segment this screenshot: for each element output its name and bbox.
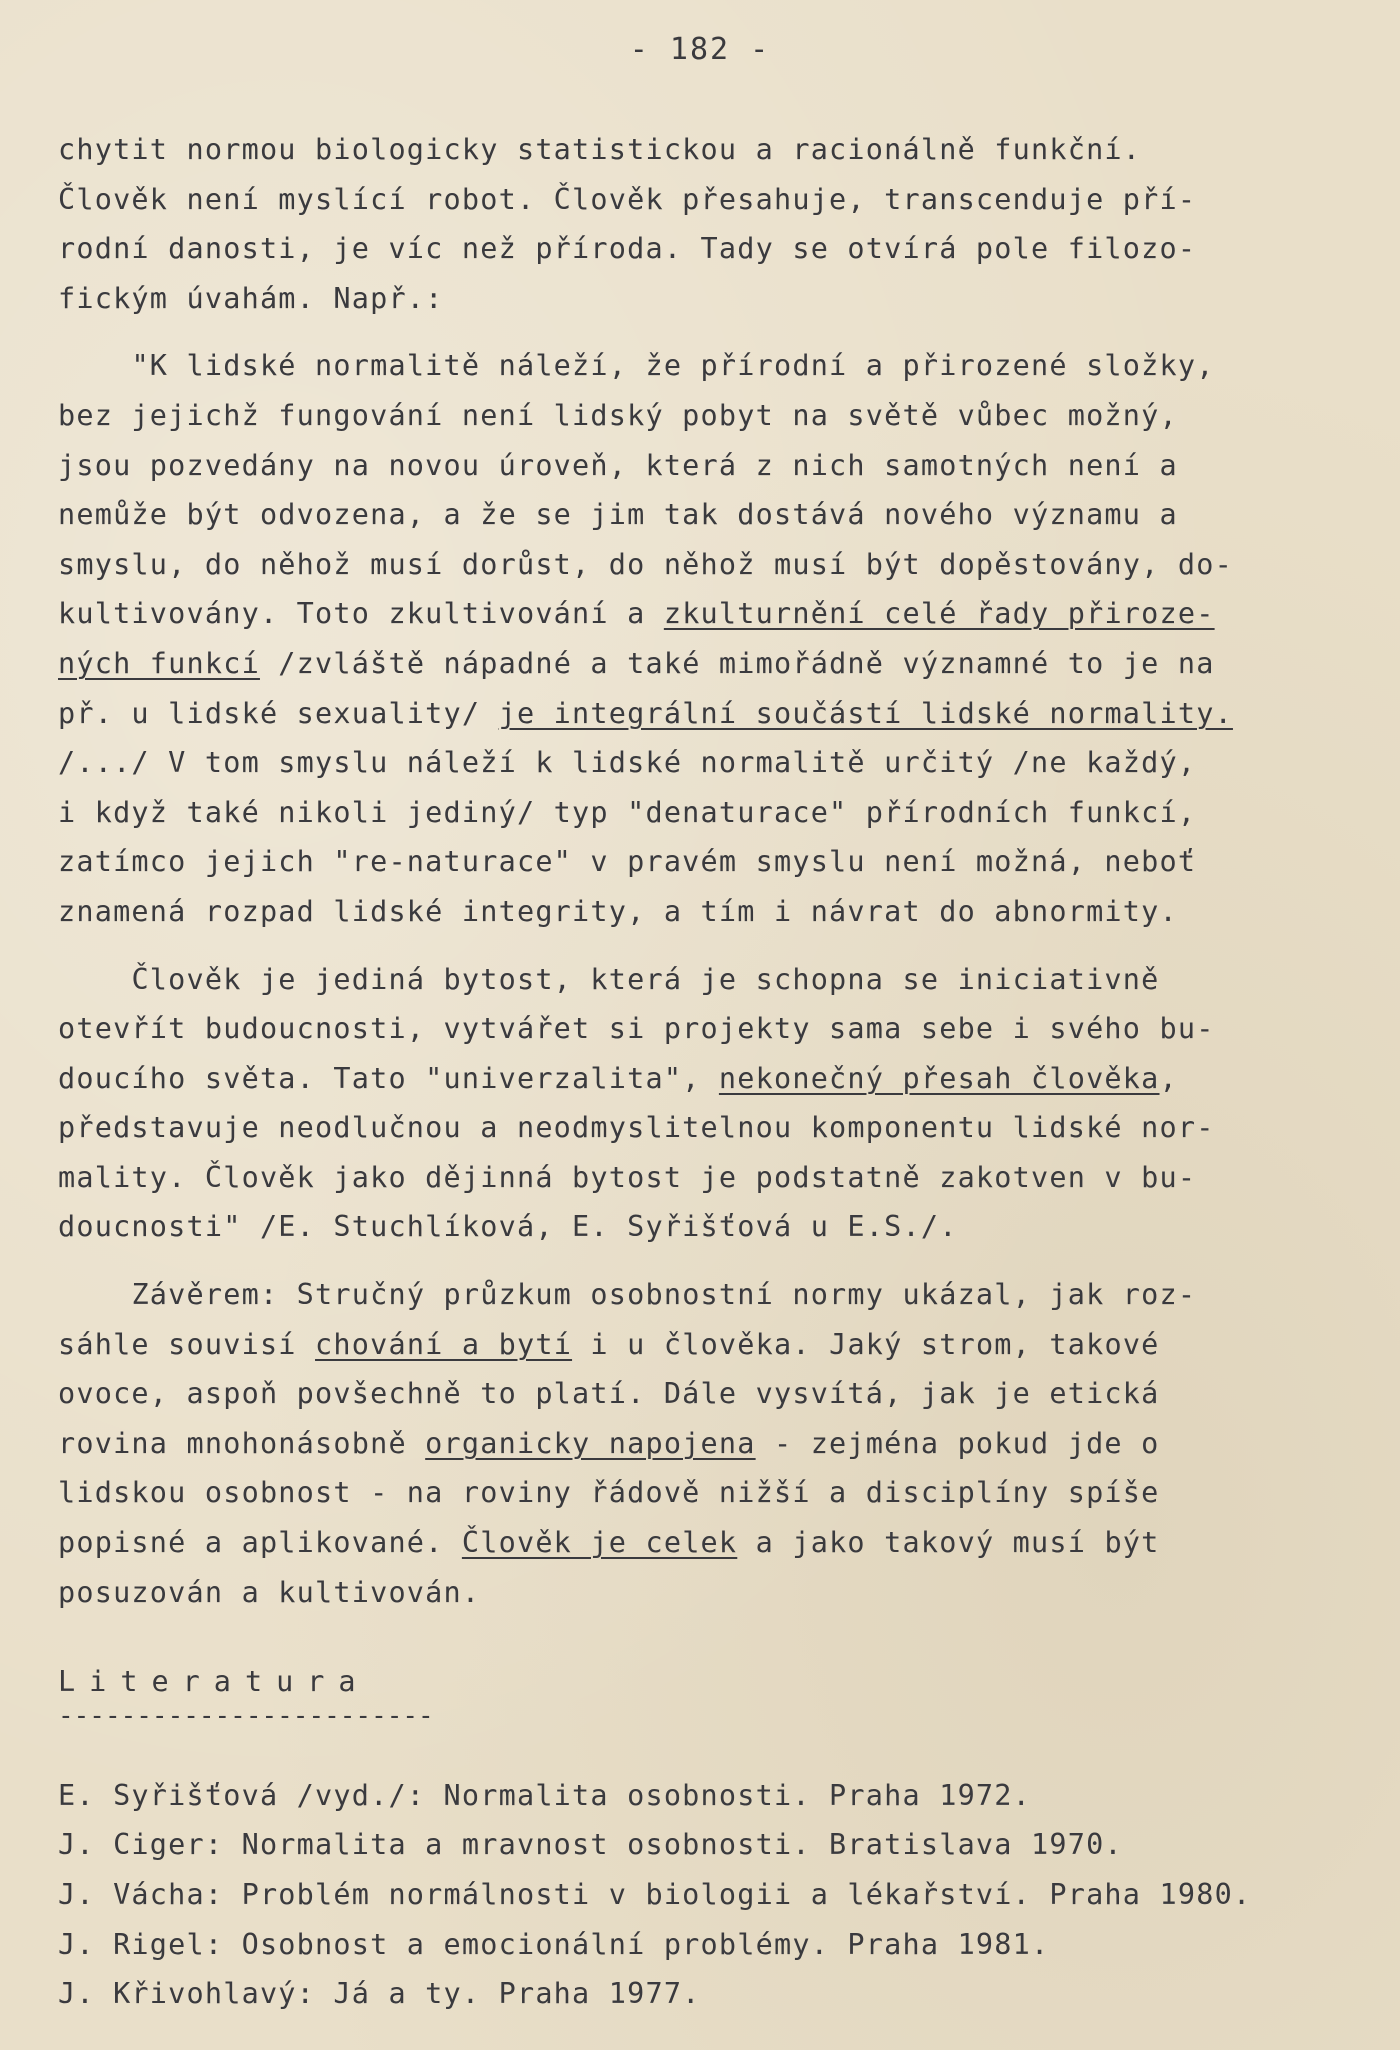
text-line: otevřít budoucnosti, vytvářet si projekty sama sebe i svého bu- [58,1012,1215,1046]
text-line: smyslu, do něhož musí dorůst, do něhož musí být dopěstovány, do- [58,547,1233,581]
paragraph-future [58,955,1358,1253]
text-line [58,589,1358,639]
paragraph-conclusion [58,1270,1358,1617]
text-span: - zejména pokud jde o [755,1426,1160,1460]
spacer [58,323,1358,341]
underlined-phrase: organicky napojena [425,1426,756,1460]
reference-item: J. Vácha: Problém normálnosti v biologii a lékařství. Praha 1980. [58,1878,1252,1911]
text-span: rovina mnohonásobně [58,1426,426,1460]
text-line: /.../ V tom smyslu náleží k lidské normalitě určitý /ne každý, [58,746,1197,780]
text-span: popisné a aplikované. [58,1526,462,1560]
underlined-phrase: ných funkcí [58,646,260,680]
reference-item: J. Křivohlavý: Já a ty. Praha 1977. [58,1977,701,2011]
text-line [58,1419,1358,1469]
spacer [58,1731,1358,1771]
text-line: nemůže být odvozena, a že se jim tak dostává nového významu a [58,498,1178,532]
text-line: fickým úvahám. Např.: [58,281,444,315]
literature-heading: Literatura [58,1665,370,1699]
text-span: a jako takový musí být [737,1526,1160,1560]
text-span: i u člověka. Jaký strom, takové [572,1327,1160,1361]
paragraph-intro [58,125,1358,323]
reference-item: J. Ciger: Normalita a mravnost osobnosti. Bratislava 1970. [58,1828,1123,1862]
text-line [58,1054,1358,1104]
literature-section [58,1657,1358,2019]
reference-item: J. Rigel: Osobnost a emocionální problémy. Praha 1981. [58,1927,1050,1961]
text-span: kultivovány. Toto zkultivování a [58,597,664,631]
text-line: chytit normou biologicky statistickou a racionálně funkční. [58,133,1142,166]
text-span: př. u lidské sexuality/ [58,696,499,730]
text-line: zatímco jejich "re-naturace" v pravém smyslu není možná, neboť [58,845,1197,879]
text-line [58,689,1358,739]
text-span: doucího světa. Tato "univerzalita", [58,1061,719,1095]
spacer [58,937,1358,955]
text-span: Závěrem: Stručný průzkum osobnostní normy ukázal, jak roz- [131,1278,1197,1312]
text-line: lidskou osobnost - na roviny řádově nižší a disciplíny spíše [58,1476,1160,1510]
text-line: Člověk není myslící robot. Člověk přesahuje, transcenduje pří- [58,182,1197,216]
text-line: posuzován a kultivován. [58,1575,481,1609]
heading-underline: ------------------------ [58,1706,434,1731]
text-line [58,341,1358,391]
page-number: - 182 - [629,32,771,67]
text-line: bez jejichž fungování není lidský pobyt na světě vůbec možný, [58,398,1178,432]
text-span: Člověk je jediná bytost, která je schopna se iniciativně [131,962,1160,996]
text-line: rodní danosti, je víc než příroda. Tady se otvírá pole filozo- [58,232,1197,266]
text-line: představuje neodlučnou a neodmyslitelnou komponentu lidské nor- [58,1111,1215,1145]
spacer [58,1252,1358,1270]
text-line [58,955,1358,1005]
underlined-phrase: zkulturnění celé řady přiroze- [663,597,1215,631]
text-line: znamená rozpad lidské integrity, a tím i návrat do abnormity. [58,894,1178,928]
text-line [58,1518,1358,1568]
underlined-phrase: nekonečný přesah člověka [718,1061,1160,1095]
text-line [58,1320,1358,1370]
text-line: i když také nikoli jediný/ typ "denaturace" přírodních funkcí, [58,795,1197,829]
text-line [58,1270,1358,1320]
text-line: doucnosti" /E. Stuchlíková, E. Syřišťová u E.S./. [58,1210,958,1244]
text-line [58,639,1358,689]
reference-item: E. Syřišťová /vyd./: Normalita osobnosti. Praha 1972. [58,1778,1031,1812]
body-text [58,125,1358,2019]
underlined-phrase: Člověk je celek [461,1526,738,1560]
text-span: "K lidské normalitě náleží, že přírodní a přirozené složky, [131,349,1215,383]
text-line: mality. Člověk jako dějinná bytost je podstatně zakotven v bu- [58,1160,1197,1194]
text-span: /zvláště nápadné a také mimořádně významné to je na [259,646,1215,680]
underlined-phrase: chování a bytí [315,1327,573,1361]
text-line: ovoce, aspoň povšechně to platí. Dále vysvítá, jak je etická [58,1377,1160,1411]
spacer [58,1617,1358,1657]
text-line: jsou pozvedány na novou úroveň, která z nich samotných není a [58,448,1178,482]
text-span: , [1159,1061,1178,1095]
underlined-phrase: je integrální součástí lidské normality. [498,696,1233,730]
text-span: sáhle souvisí [58,1327,316,1361]
quote-block [58,341,1358,936]
